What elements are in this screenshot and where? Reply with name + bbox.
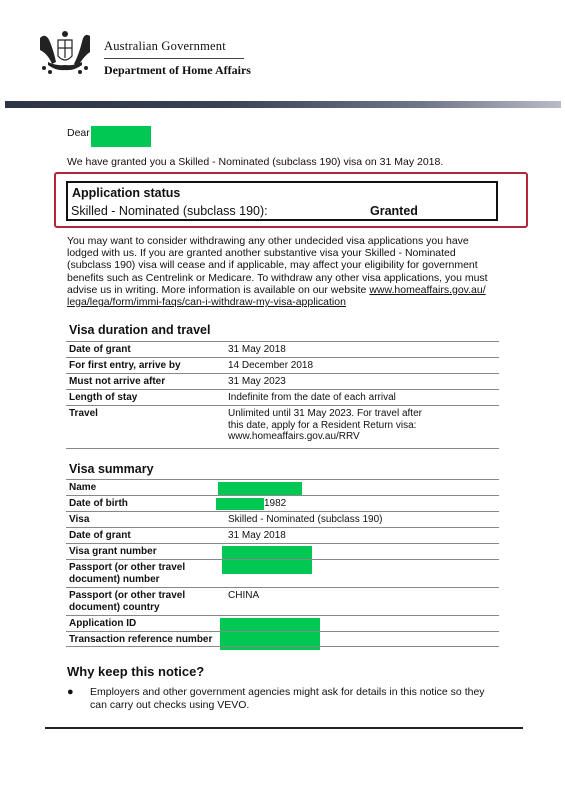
row-label: Visa grant number <box>69 546 157 557</box>
redacted-birth-date <box>216 498 264 510</box>
row-label: Name <box>69 482 97 493</box>
application-status-box <box>66 181 498 221</box>
bullet-text: Employers and other government agencies might ask for details in this notice so they can carry out checks using VEVO. <box>90 686 485 711</box>
table-row <box>66 543 499 559</box>
withdrawal-notice-text: You may want to consider withdrawing any other undecided visa applications you have lodged with us. If you are granted another substantive visa your Skilled - Nominated (subclass 190) visa will cease and if applicable, may affect your eligibility for government benefits such as Centrelink or Medicare. To withdraw any other visa applications, you must advise us in writing. More information is available on our website <box>67 235 488 296</box>
row-label: Must not arrive after <box>69 376 166 387</box>
row-value <box>228 480 499 495</box>
status-value: Granted <box>370 204 418 218</box>
department-name: Department of Home Affairs <box>104 63 251 77</box>
table-row <box>66 631 499 647</box>
row-label: Date of birth <box>69 498 128 509</box>
row-value <box>228 616 499 631</box>
row-value: Skilled - Nominated (subclass 190) <box>228 514 383 525</box>
table-row <box>66 357 499 373</box>
birth-year: 1982 <box>264 498 287 509</box>
table-row <box>66 479 499 495</box>
row-value: CHINA <box>228 590 260 601</box>
row-label: Passport (or other travel document) number <box>69 562 186 585</box>
table-row <box>66 587 499 615</box>
table-row <box>66 405 499 449</box>
summary-table <box>66 479 499 647</box>
summary-section-title: Visa summary <box>69 462 154 476</box>
redacted-name <box>218 482 302 496</box>
row-label: Length of stay <box>69 392 138 403</box>
row-value: 31 May 2023 <box>228 376 286 387</box>
row-label: Visa <box>69 514 90 525</box>
table-row <box>66 527 499 543</box>
row-label: Application ID <box>69 618 137 629</box>
row-value: 31 May 2018 <box>228 344 286 355</box>
status-visa-type: Skilled - Nominated (subclass 190): <box>71 204 268 218</box>
letterhead-divider <box>104 58 244 59</box>
why-keep-title: Why keep this notice? <box>67 664 205 679</box>
footer-divider <box>45 727 523 729</box>
table-row <box>66 495 499 511</box>
redacted-name-block <box>91 126 151 147</box>
withdrawal-info-link[interactable]: www.homeaffairs.gov.au/ lega/lega/form/immi-faqs/can-i-withdraw-my-visa-application <box>67 283 486 309</box>
row-label: Travel <box>69 408 98 419</box>
row-label: Date of grant <box>69 530 131 541</box>
coat-of-arms-icon <box>36 28 94 78</box>
row-label: For first entry, arrive by <box>69 360 181 371</box>
letterhead <box>0 0 565 100</box>
table-row <box>66 615 499 631</box>
header-banner <box>5 101 561 108</box>
row-value <box>228 544 499 559</box>
row-value: Unlimited until 31 May 2023. For travel after this date, apply for a Resident Return visa: www.homeaffairs.gov.au/RRV <box>228 408 422 442</box>
table-row <box>66 341 499 357</box>
row-value: Indefinite from the date of each arrival <box>228 392 396 403</box>
row-label: Transaction reference number <box>69 634 213 645</box>
table-row <box>66 373 499 389</box>
grant-sentence: We have granted you a Skilled - Nominated (subclass 190) visa on 31 May 2018. <box>67 156 444 168</box>
bullet-icon: ● <box>67 686 74 698</box>
government-name: Australian Government <box>104 39 226 53</box>
table-row <box>66 559 499 587</box>
table-row <box>66 389 499 405</box>
table-row <box>66 511 499 527</box>
row-label: Passport (or other travel document) country <box>69 590 186 613</box>
withdrawal-notice <box>67 235 499 308</box>
row-value: 31 May 2018 <box>228 530 286 541</box>
row-value <box>228 496 499 511</box>
duration-section-title: Visa duration and travel <box>69 323 211 337</box>
row-value <box>228 632 499 646</box>
row-value <box>228 560 499 587</box>
salutation: Dear <box>67 127 90 139</box>
status-title: Application status <box>72 186 181 200</box>
duration-table <box>66 341 499 449</box>
row-label: Date of grant <box>69 344 131 355</box>
row-value: 14 December 2018 <box>228 360 314 371</box>
